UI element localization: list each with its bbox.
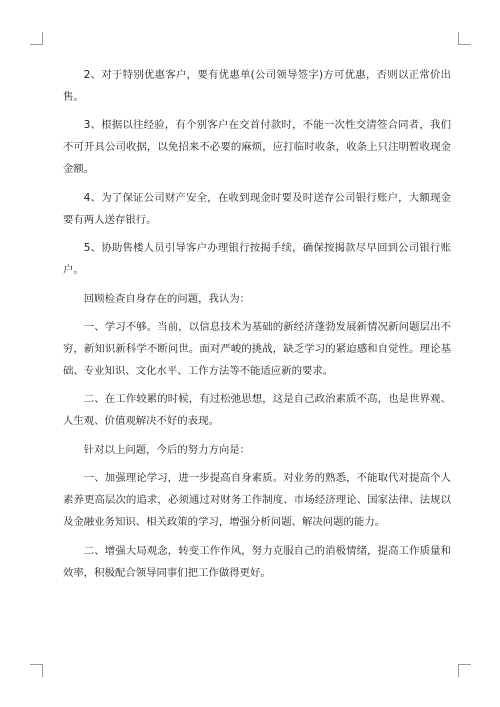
crop-mark-top-right bbox=[458, 32, 471, 45]
paragraph-4: 5、协助售楼人员引导客户办理银行按揭手续，确保按揭款尽早回到公司银行账户。 bbox=[63, 242, 451, 277]
paragraph-8: 针对以上问题，今后的努力方向是： bbox=[83, 443, 251, 456]
paragraph-7: 二、在工作较累的时候，有过松弛思想，这是自己政治素质不高，也是世界观、人生观、价值观解决不好的表现。 bbox=[63, 393, 451, 428]
crop-mark-bottom-right bbox=[458, 664, 471, 677]
document-body bbox=[63, 64, 451, 590]
paragraph-2: 3、根据以往经验，有个别客户在交首付款时，不能一次性交清签合同者，我们不可开具公司收据，以免招来不必要的麻烦，应打临时收条，收条上只注明暂收现金金额。 bbox=[63, 119, 451, 176]
paragraph-9: 一、加强理论学习，进一步提高自身素质。对业务的熟悉，不能取代对提高个人素养更高层次的追求，必须通过对财务工作制度、市场经济理论、国家法律、法规以及金融业务知识、相关政策的学习，增强分析问题、解决问题的能力。 bbox=[63, 472, 451, 529]
paragraph-10: 二、增强大局观念，转变工作作风，努力克服自己的消极情绪，提高工作质量和效率，积极配合领导同事们把工作做得更好。 bbox=[63, 544, 451, 579]
paragraph-1: 2、对于特别优惠客户，要有优惠单(公司领导签字)方可优惠，否则以正常价出售。 bbox=[63, 69, 451, 103]
paragraph-6: 一、学习不够。当前，以信息技术为基础的新经济蓬勃发展新情况新问题层出不穷，新知识新科学不断问世。面对严峻的挑战，缺乏学习的紧迫感和自觉性。理论基础、专业知识、文化水平、工作方法等不能适应新的要求。 bbox=[63, 320, 451, 377]
paragraph-3: 4、为了保证公司财产安全，在收到现金时要及时送存公司银行账户，大额现金要有两人送存银行。 bbox=[63, 191, 451, 226]
paragraph-5: 回顾检查自身存在的问题，我认为： bbox=[83, 292, 251, 305]
crop-mark-bottom-left bbox=[30, 664, 43, 677]
crop-mark-top-left bbox=[30, 32, 43, 45]
